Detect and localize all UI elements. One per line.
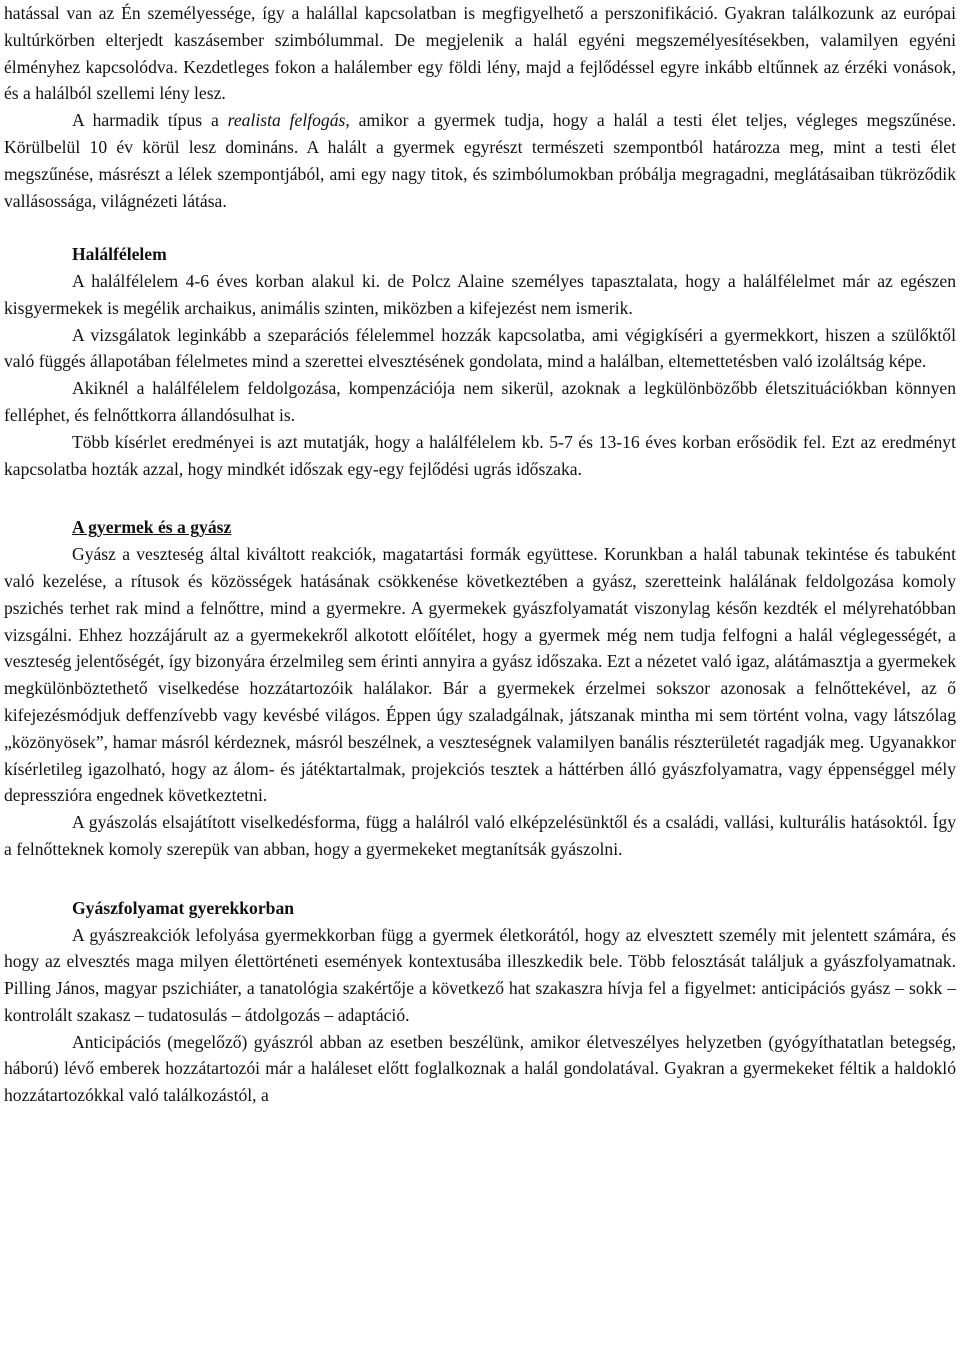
heading-gyermek-es-gyasz: A gyermek és a gyász: [72, 517, 232, 538]
paragraph: A gyászreakciók lefolyása gyermekkorban függ a gyermek életkorától, hogy az elvesztett személy mit jelentett számára, és hogy az elvesztés maga milyen élettörténeti események kontextusába illeszkedik bele. Több felosztását találjuk a gyászfolyamatnak. Pilling János, magyar pszichiáter, a tanatológia szakértője a következő hat szakaszra hívja fel a figyelmet: anticipációs gyász – sokk – kontrolált szakasz – tudatosulás – átdolgozás – adaptáció.: [4, 924, 956, 1025]
paragraph: A gyászolás elsajátított viselkedésforma, függ a halálról való elképzelésünktől és a családi, vallási, kulturális hatásoktól. Így a felnőtteknek komoly szerepük van abban, hogy a gyermekeket megtanítsák gyászolni.: [4, 812, 956, 859]
paragraph: Anticipációs (megelőző) gyászról abban az esetben beszélünk, amikor életveszélyes helyzetben (gyógyíthatatlan betegség, háború) lévő emberek hozzátartozói már a haláleset előtt foglalkoznak a halál gondolatával. Gyakran a gyermekeket féltik a haldokló hozzátartozókkal való találkozástól, a: [4, 1031, 956, 1106]
paragraph: A vizsgálatok leginkább a szeparációs félelemmel hozzák kapcsolatba, ami végigkíséri a gyermekkort, hiszen a szülőktől való függés állapotában félelmetes mind a szerettei elvesztésének gondolata, mind a halálban, eltemettetésben való izoláltság képe.: [4, 324, 956, 372]
paragraph: A halálfélelem 4-6 éves korban alakul ki. de Polcz Alaine személyes tapasztalata, hogy a halálfélelmet már az egészen kisgyermekek is megélik archaikus, animális szinten, miközben a kifejezést nem ismerik.: [4, 270, 956, 318]
paragraph: Több kísérlet eredményei is azt mutatják, hogy a halálfélelem kb. 5-7 és 13-16 éves korban erősödik fel. Ezt az eredményt kapcsolatba hozták azzal, hogy mindkét időszak egy-egy fejlődési ugrás időszaka.: [4, 431, 956, 479]
paragraph: Akiknél a halálfélelem feldolgozása, kompenzációja nem sikerül, azoknak a legkülönbözőbb életszituációkban könnyen felléphet, és felnőttkorra állandósulhat is.: [4, 378, 956, 425]
document-page: [4, 0, 956, 1109]
heading-halalfelelem: Halálfélelem: [72, 244, 167, 265]
paragraph-text: A harmadik típus a: [72, 110, 228, 131]
paragraph-perszonifikacio: hatással van az Én személyessége, így a halállal kapcsolatban is megfigyelhető a perszonifikáció. Gyakran találkozunk az európai kultúrkörben elterjedt kaszásember szimbólummal. De megjelenik a halál egyéni megszemélyesítésekben, valamilyen egyéni élményhez kapcsolódva. Kezdetleges fokon a halálember egy földi lény, majd a fejlődéssel egyre inkább eltűnnek az érzéki vonások, és a halálból szellemi lény lesz.: [4, 3, 956, 104]
paragraph: Gyász a veszteség által kiváltott reakciók, magatartási formák együttese. Korunkban a halál tabunak tekintése és tabuként való kezelése, a rítusok és közösségek hatásának csökkenése következtében a gyász, szeretteink halálának feldolgozása komoly pszichés terhet rak mind a felnőttre, mind a gyermekre. A gyermekek gyászfolyamatát viszonylag későn kezdték el mélyrehatóbban vizsgálni. Ehhez hozzájárult az a gyermekekről alkotott előítélet, hogy a gyermek még nem tudja felfogni a halál véglegességét, a veszteség jelentőségét, így bizonyára érzelmileg sem érinti annyira a gyász időszaka. Ezt a nézetet való igaz, alátámasztja a gyermekek megkülönböztethető viselkedése hozzátartozóik halálakor. Bár a gyermekek érzelmei sokszor azonosak a felnőttekével, az ő kifejezésmódjuk deffenzívebb vagy kevésbé világos. Éppen úgy szaladgálnak, játszanak mintha mi sem történt volna, vagy látszólag „közönyösek”, hamar másról kérdeznek, másról beszélnek, a veszteségnek valamilyen banális részterületét ragadják meg. Ugyanakkor kísérletileg igazolható, hogy az álom- és játéktartalmak, projekciós tesztek a háttérben álló gyászfolyamatra, vagy éppenséggel mély depresszióra engednek következtetni.: [4, 544, 956, 806]
heading-gyaszfolyamat: Gyászfolyamat gyerekkorban: [72, 897, 295, 918]
emphasis-text: realista felfogás: [227, 110, 346, 131]
paragraph-text: , amikor a gyermek tudja, hogy a halál a testi élet teljes, végleges megszűnése. Körülbelül 10 év körül lesz domináns. A halált a gyermek egyrészt természeti szempontból határozza meg, mint a testi élet megszűnése, másrészt a lélek szempontjából, ami egy nagy titok, és szimbólumokban próbálja megragadni, meglátásaiban tükröződik vallásossága, világnézeti látása.: [4, 110, 956, 211]
paragraph-first-line-wrapper: [4, 541, 956, 809]
paragraph-realista-felfogas: [4, 107, 956, 214]
